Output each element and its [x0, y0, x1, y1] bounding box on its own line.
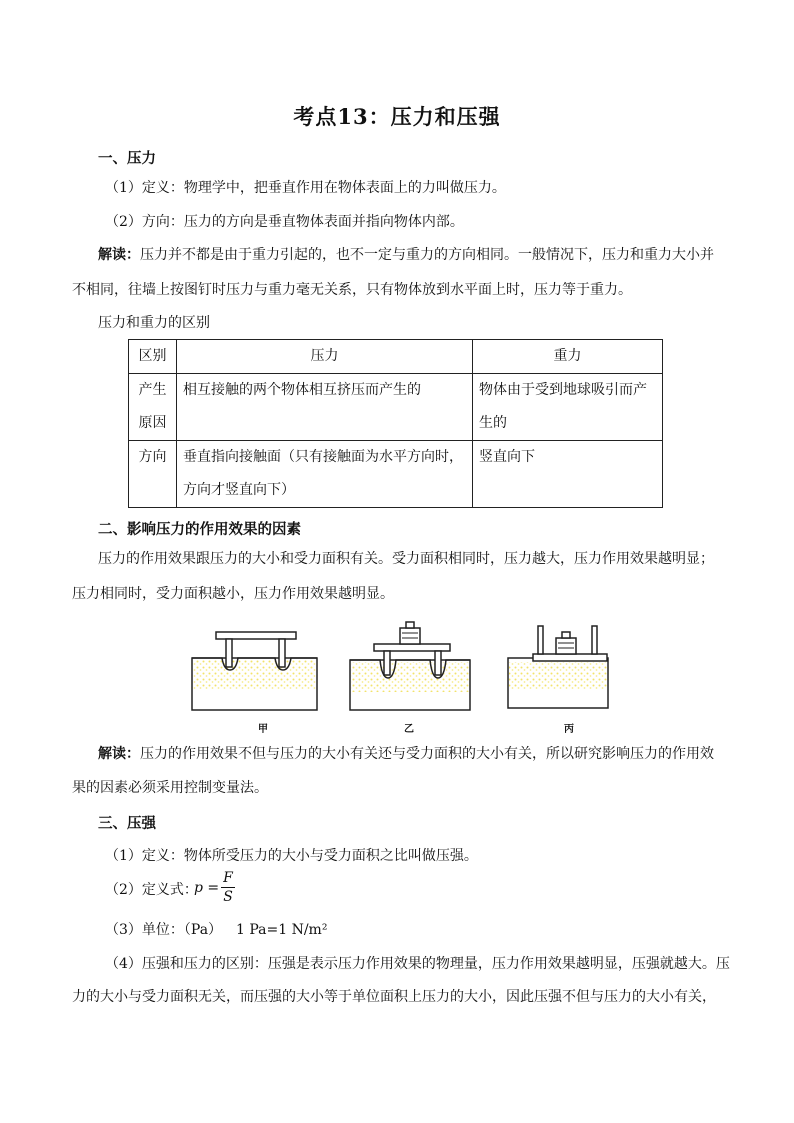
section-heading-effect: 二、影响压力的作用效果的因素 [98, 521, 301, 538]
note-paragraph-2-cont: 果的因素必须采用控制变量法。 [72, 780, 268, 796]
table-header-cell: 区别 [129, 340, 177, 374]
comparison-table [128, 339, 663, 508]
note-paragraph-2 [98, 744, 714, 764]
formula-denominator: S [223, 889, 233, 905]
table-cell [473, 441, 663, 508]
cell-line: 相互接触的两个物体相互挤压而产生的 [183, 382, 421, 398]
note-paragraph-1 [98, 245, 714, 265]
unit-value: 1 Pa=1 N/m² [236, 922, 328, 938]
effect-paragraph-cont: 压力相同时，受力面积越小，压力作用效果越明显。 [72, 586, 394, 602]
table-header-cell: 压力 [177, 340, 473, 374]
pressure-direction: （2）方向：压力的方向是垂直物体表面并指向物体内部。 [105, 214, 464, 230]
cell-line: 物体由于受到地球吸引而产 [479, 382, 647, 398]
page-title: 考点13：压力和压强 [293, 104, 501, 129]
table-caption: 压力和重力的区别 [98, 315, 210, 331]
note-label: 解读： [98, 746, 140, 762]
table-header-cell: 重力 [473, 340, 663, 374]
table-cell [473, 374, 663, 441]
table-header-row [129, 340, 663, 374]
cell-line: 方向才竖直向下） [183, 482, 295, 498]
unit-label: （3）单位：（Pa） [105, 922, 223, 938]
formula-fraction [221, 870, 235, 905]
table-cell [177, 374, 473, 441]
figure-a-table-on-sand [192, 632, 317, 710]
experiment-figure [190, 618, 610, 738]
cell-line: 生的 [479, 415, 507, 431]
table-cell [129, 441, 177, 508]
formula-numerator: F [223, 870, 233, 886]
figure-caption-a: 甲 [258, 724, 268, 735]
effect-paragraph: 压力的作用效果跟压力的大小和受力面积有关。受力面积相同时，压力越大，压力作用效果越明显； [98, 551, 714, 567]
fraction-bar [221, 887, 235, 888]
figure-caption-b: 乙 [404, 724, 414, 735]
table-cell [177, 441, 473, 508]
difference-paragraph: （4）压强和压力的区别：压强是表示压力作用效果的物理量，压力作用效果越明显，压强就越大。压 [105, 956, 730, 972]
formula-label: （2）定义式： [105, 882, 198, 898]
cell-line: 方向 [138, 449, 167, 465]
pressure-definition: （1）定义：物理学中，把垂直作用在物体表面上的力叫做压力。 [105, 180, 506, 196]
note-text: 压力的作用效果不但与压力的大小有关还与受力面积的大小有关，所以研究影响压力的作用效 [140, 746, 714, 762]
table-row [129, 374, 663, 441]
cell-line: 竖直向下 [479, 449, 535, 465]
cell-line: 产生 [138, 382, 167, 398]
difference-paragraph-cont: 力的大小与受力面积无关，而压强的大小等于单位面积上压力的大小，因此压强不但与压力的大小有关， [72, 989, 716, 1005]
figure-c-inverted-table-with-weight [508, 626, 608, 708]
cell-line: 原因 [138, 415, 167, 431]
table-row [129, 441, 663, 508]
table-cell [129, 374, 177, 441]
figure-caption-c: 丙 [564, 724, 574, 735]
note-paragraph-1-cont: 不相同，往墙上按图钉时压力与重力毫无关系，只有物体放到水平面上时，压力等于重力。 [72, 282, 632, 298]
section-heading-pressure-intensity: 三、压强 [98, 815, 156, 832]
note-text: 压力并不都是由于重力引起的，也不一定与重力的方向相同。一般情况下，压力和重力大小并 [140, 247, 714, 263]
section-heading-pressure: 一、压力 [98, 150, 156, 167]
cell-line: 垂直指向接触面（只有接触面为水平方向时， [183, 449, 463, 465]
pressure-intensity-definition: （1）定义：物体所受压力的大小与受力面积之比叫做压强。 [105, 848, 478, 864]
formula-lhs: p = [194, 880, 220, 896]
figure-b-table-with-weight [350, 622, 470, 710]
note-label: 解读： [98, 247, 140, 263]
